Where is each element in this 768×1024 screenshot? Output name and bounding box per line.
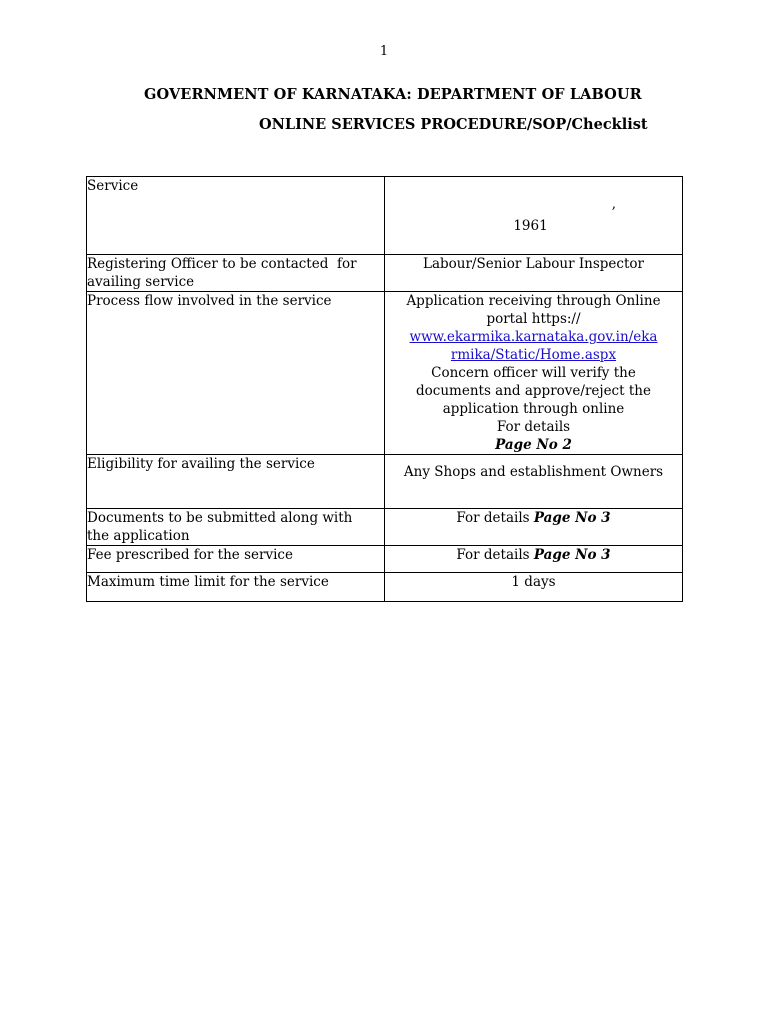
- table-row-eligibility: [87, 455, 683, 509]
- process-label: Process flow involved in the service: [87, 293, 332, 309]
- service-comma: ,: [611, 196, 616, 212]
- process-page-ref: Page No 2: [495, 437, 572, 453]
- service-checklist-table: [86, 176, 683, 602]
- process-line6: For details: [496, 419, 571, 435]
- officer-label-line2: availing service: [87, 274, 195, 290]
- fee-label-cell: [87, 546, 385, 573]
- documents-value-cell: [385, 509, 683, 546]
- service-value-cell: [385, 177, 683, 255]
- documents-label-cell: [87, 509, 385, 546]
- document-title: GOVERNMENT OF KARNATAKA: DEPARTMENT OF LABOUR: [144, 86, 642, 103]
- process-label-cell: [87, 292, 385, 455]
- table-row-service: [87, 177, 683, 255]
- process-line3: Concern officer will verify the: [431, 365, 636, 381]
- table-row-time-limit: [87, 573, 683, 602]
- documents-label-line2: the application: [87, 528, 190, 544]
- service-label-cell: [87, 177, 385, 255]
- documents-label-line1: Documents to be submitted along with: [87, 510, 353, 526]
- documents-page-ref: Page No 3: [533, 510, 611, 526]
- process-line1: Application receiving through Online: [406, 293, 661, 309]
- service-label: Service: [87, 178, 139, 194]
- officer-value-cell: [385, 255, 683, 292]
- page-number: 1: [379, 44, 389, 59]
- fee-prefix: For details: [456, 547, 534, 563]
- fee-value-cell: [385, 546, 683, 573]
- portal-link-line1[interactable]: www.ekarmika.karnataka.gov.in/eka: [409, 329, 658, 345]
- officer-value: Labour/Senior Labour Inspector: [423, 256, 644, 272]
- table-row-officer: [87, 255, 683, 292]
- fee-page-ref: Page No 3: [533, 547, 611, 563]
- officer-label-line1: Registering Officer to be contacted for: [87, 256, 357, 272]
- eligibility-value: Any Shops and establishment Owners: [403, 464, 664, 480]
- eligibility-value-cell: [385, 455, 683, 509]
- table-row-fee: [87, 546, 683, 573]
- fee-label: Fee prescribed for the service: [87, 547, 293, 563]
- document-subtitle: ONLINE SERVICES PROCEDURE/SOP/Checklist: [259, 116, 648, 133]
- process-line4: documents and approve/reject the: [416, 383, 651, 399]
- time-limit-value: 1 days: [511, 574, 556, 590]
- table-row-process: [87, 292, 683, 455]
- officer-label-cell: [87, 255, 385, 292]
- service-year: 1961: [513, 218, 548, 234]
- portal-link[interactable]: [385, 328, 682, 364]
- table-row-documents: [87, 509, 683, 546]
- portal-link-line2[interactable]: rmika/Static/Home.aspx: [450, 347, 617, 363]
- time-limit-label-cell: [87, 573, 385, 602]
- process-line2: portal https://: [486, 311, 581, 327]
- process-line5: application through online: [442, 401, 625, 417]
- documents-prefix: For details: [456, 510, 534, 526]
- eligibility-label: Eligibility for availing the service: [87, 456, 315, 472]
- time-limit-label: Maximum time limit for the service: [87, 574, 329, 590]
- eligibility-label-cell: [87, 455, 385, 509]
- process-value-cell: [385, 292, 683, 455]
- time-limit-value-cell: [385, 573, 683, 602]
